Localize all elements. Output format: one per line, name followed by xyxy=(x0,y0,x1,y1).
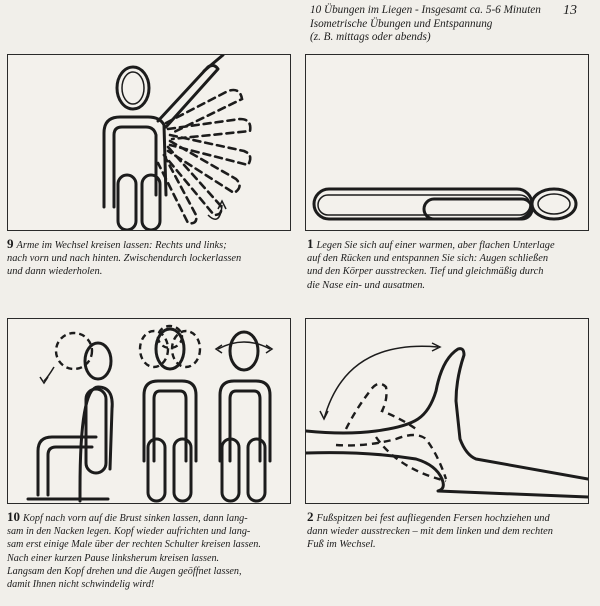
header-line-3: (z. B. mittags oder abends) xyxy=(310,31,431,44)
page-number: 13 xyxy=(563,3,577,18)
page-header xyxy=(310,4,550,45)
exercise-number-1: 1 xyxy=(307,236,314,251)
head-circles-drawing xyxy=(8,319,290,503)
exercise-number-9: 9 xyxy=(7,236,14,251)
header-line-2: Isometrische Übungen und Entspannung xyxy=(310,17,493,30)
arm-circles-drawing xyxy=(8,55,290,230)
illustration-foot-flex xyxy=(305,318,589,504)
header-line-1: 10 Übungen im Liegen - Insgesamt ca. 5-6 Minuten xyxy=(310,4,541,16)
illustration-head-circles xyxy=(7,318,291,504)
exercise-number-10: 10 xyxy=(7,509,20,524)
illustration-lying-relaxed xyxy=(305,54,589,231)
foot-flex-drawing xyxy=(306,319,588,503)
caption-exercise-10: 10 Kopf nach vorn auf die Brust sinken lassen, dann lang- sam in den Nacken legen. Kopf wieder aufrichten und lang- sam erst einige Male über der rechten Schulter kreisen lassen. Nach einer kurzen Pause linksherum kreisen lassen. Langsam den Kopf drehen und die Augen geöffnet lassen, damit Ihnen nicht schwindelig wird! xyxy=(7,509,261,591)
illustration-arm-circles xyxy=(7,54,291,231)
exercise-number-2: 2 xyxy=(307,509,314,524)
lying-figure-drawing xyxy=(306,55,588,230)
caption-exercise-9: 9 Arme im Wechsel kreisen lassen: Rechts und links; nach vorn und nach hinten. Zwischendurch lockerlassen und dann wiederholen. xyxy=(7,236,242,278)
caption-exercise-1: 1 Legen Sie sich auf einer warmen, aber flachen Unterlage auf den Rücken und entspannen Sie sich: Augen schließen und den Körper ausstrecken. Tief und gleichmäßig durch die Nase ein- und ausatmen. xyxy=(307,236,555,291)
caption-exercise-2: 2 Fußspitzen bei fest aufliegenden Fersen hochziehen und dann wieder ausstrecken – mit dem linken und dem rechten Fuß im Wechsel. xyxy=(307,509,553,551)
